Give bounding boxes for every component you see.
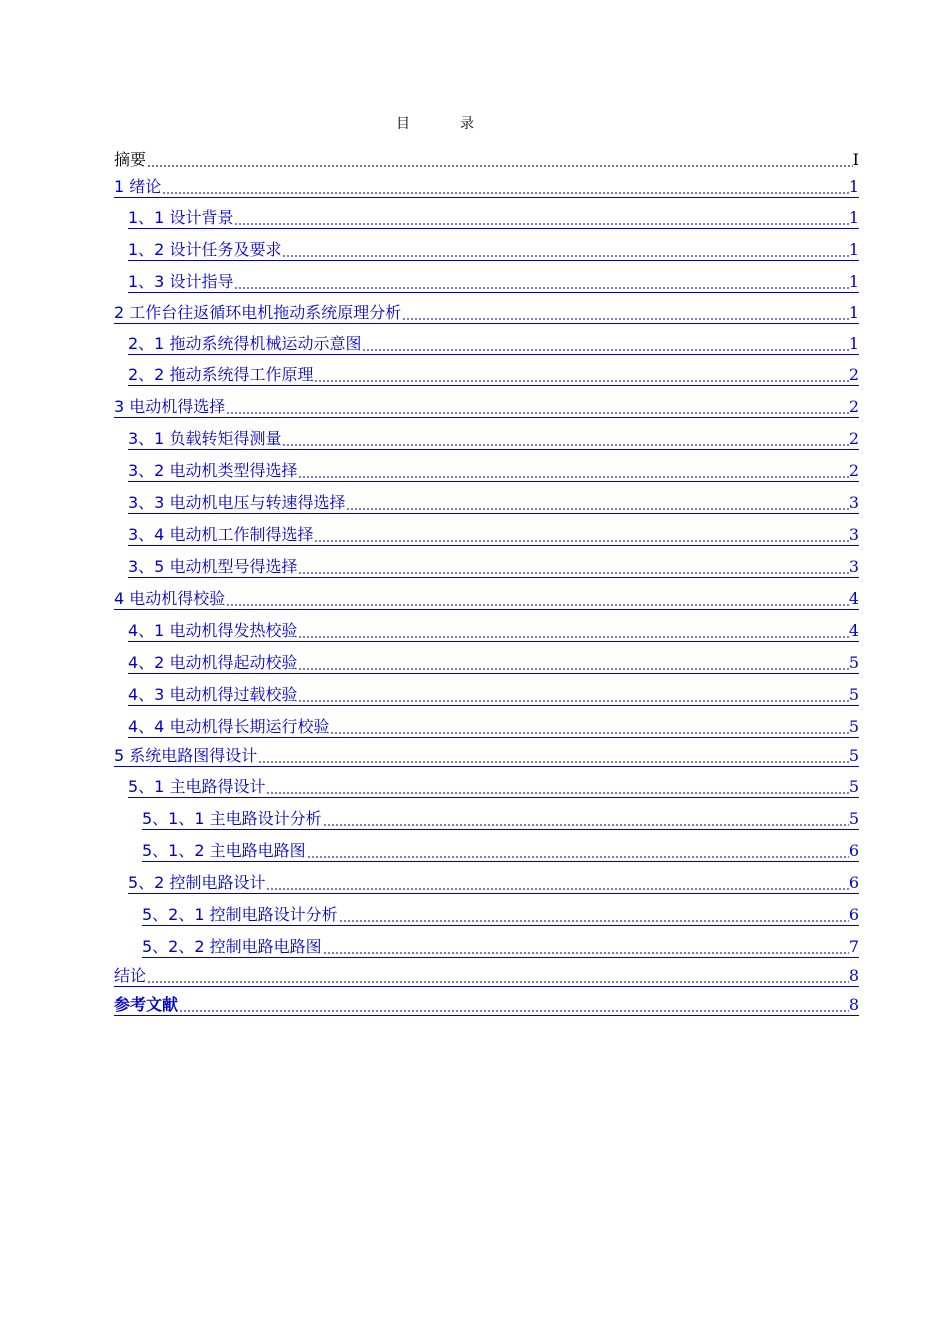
toc-leader-dots	[346, 493, 848, 513]
toc-leader-dots	[314, 365, 848, 385]
toc-entry-label: 4、4 电动机得长期运行校验	[128, 717, 330, 736]
toc-entry-page: 8	[848, 995, 859, 1014]
toc-entry-label: 3、1 负载转矩得测量	[128, 429, 282, 448]
toc-leader-dots	[234, 208, 848, 228]
toc-entry-label: 5、2 控制电路设计	[128, 873, 266, 892]
toc-entry-5-2-1[interactable]	[142, 896, 859, 926]
toc-entry-page: 2	[848, 461, 859, 480]
toc-entry-page: 5	[848, 777, 859, 796]
toc-entry-page: 6	[848, 873, 859, 892]
toc-entry-4-1[interactable]	[128, 612, 859, 642]
toc-leader-dots	[298, 685, 848, 705]
toc-entry-2[interactable]	[114, 294, 859, 324]
toc-title-right: 录	[460, 116, 474, 132]
toc-entry-label: 3、3 电动机电压与转速得选择	[128, 493, 346, 512]
toc-entry-5-1[interactable]	[128, 768, 859, 798]
toc-leader-dots	[179, 995, 849, 1015]
toc-entry-label: 5、2、1 控制电路设计分析	[142, 905, 338, 924]
toc-leader-dots	[234, 272, 848, 292]
toc-entry-page: 3	[848, 557, 859, 576]
toc-entry-3[interactable]	[114, 388, 859, 418]
toc-entry-5-2-2[interactable]	[142, 928, 859, 958]
toc-entry-label: 摘要	[114, 150, 147, 169]
toc-entry-page: 2	[848, 397, 859, 416]
toc-entry-page: 5	[848, 685, 859, 704]
toc-entry-label: 3、2 电动机类型得选择	[128, 461, 298, 480]
toc-leader-dots	[339, 905, 849, 925]
toc-leader-dots	[298, 653, 848, 673]
toc-entry-page: 1	[848, 334, 859, 353]
toc-leader-dots	[298, 461, 848, 481]
toc-entry-label: 5、1、2 主电路电路图	[142, 841, 306, 860]
toc-entry-page: 5	[848, 809, 859, 828]
toc-leader-dots	[282, 429, 848, 449]
toc-leader-dots	[307, 841, 849, 861]
toc-entry-label: 1、3 设计指导	[128, 272, 234, 291]
toc-entry-page: 4	[848, 621, 859, 640]
toc-entry-3-4[interactable]	[128, 516, 859, 546]
toc-entry-5-1-1[interactable]	[142, 800, 859, 830]
toc-leader-dots	[266, 777, 848, 797]
toc-leader-dots	[298, 621, 848, 641]
toc-entry-page: 4	[848, 589, 859, 608]
toc-entry-abstract[interactable]	[114, 140, 859, 170]
toc-entry-label: 4、1 电动机得发热校验	[128, 621, 298, 640]
toc-entry-label: 2 工作台往返循环电机拖动系统原理分析	[114, 303, 402, 322]
toc-leader-dots	[282, 240, 848, 260]
toc-entry-label: 5、2、2 控制电路电路图	[142, 937, 322, 956]
toc-entry-4[interactable]	[114, 580, 859, 610]
toc-leader-dots	[362, 334, 848, 354]
toc-entry-5-1-2[interactable]	[142, 832, 859, 862]
toc-entry-page: 3	[848, 525, 859, 544]
toc-entry-page: 1	[848, 177, 859, 196]
toc-entry-page: 1	[848, 272, 859, 291]
toc-entry-3-2[interactable]	[128, 452, 859, 482]
toc-entry-label: 1、1 设计背景	[128, 208, 234, 227]
toc-entry-page: 1	[848, 303, 859, 322]
toc-entry-3-3[interactable]	[128, 484, 859, 514]
toc-entry-page: 3	[848, 493, 859, 512]
toc-entry-4-2[interactable]	[128, 644, 859, 674]
toc-entry-1[interactable]	[114, 168, 859, 198]
toc-leader-dots	[226, 397, 849, 417]
toc-entry-4-3[interactable]	[128, 676, 859, 706]
toc-entry-1-2[interactable]	[128, 231, 859, 261]
toc-entry-label: 结论	[114, 966, 147, 985]
toc-entry-page: 6	[848, 905, 859, 924]
toc-entry-label: 5、1、1 主电路设计分析	[142, 809, 322, 828]
toc-entry-label: 5 系统电路图得设计	[114, 746, 258, 765]
toc-leader-dots	[266, 873, 848, 893]
toc-entry-label: 2、2 拖动系统得工作原理	[128, 365, 314, 384]
toc-entry-page: 6	[848, 841, 859, 860]
toc-entry-label: 参考文献	[114, 995, 179, 1014]
toc-leader-dots	[314, 525, 848, 545]
toc-entry-4-4[interactable]	[128, 708, 859, 738]
toc-leader-dots	[147, 966, 849, 986]
toc-leader-dots	[298, 557, 848, 577]
toc-entry-conclusion[interactable]	[114, 957, 859, 987]
toc-leader-dots	[323, 809, 849, 829]
toc-entry-label: 1、2 设计任务及要求	[128, 240, 282, 259]
toc-entry-label: 4 电动机得校验	[114, 589, 226, 608]
toc-entry-page: 8	[848, 966, 859, 985]
toc-entry-page: 5	[848, 746, 859, 765]
toc-entry-3-5[interactable]	[128, 548, 859, 578]
toc-leader-dots	[258, 746, 849, 766]
toc-entry-page: 7	[848, 937, 859, 956]
toc-leader-dots	[226, 589, 849, 609]
toc-entry-1-3[interactable]	[128, 263, 859, 293]
toc-title	[0, 113, 950, 133]
toc-leader-dots	[162, 177, 849, 197]
toc-entry-5-2[interactable]	[128, 864, 859, 894]
toc-entry-label: 4、3 电动机得过载校验	[128, 685, 298, 704]
toc-title-left: 目	[396, 116, 410, 132]
toc-entry-label: 5、1 主电路得设计	[128, 777, 266, 796]
toc-entry-label: 4、2 电动机得起动校验	[128, 653, 298, 672]
toc-entry-2-2[interactable]	[128, 356, 859, 386]
toc-entry-page: 2	[848, 429, 859, 448]
toc-entry-page: 5	[848, 653, 859, 672]
toc-entry-page: 2	[848, 365, 859, 384]
toc-entry-label: 1 绪论	[114, 177, 162, 196]
toc-leader-dots	[147, 150, 853, 170]
toc-entry-page: 1	[848, 240, 859, 259]
toc-entry-label: 3 电动机得选择	[114, 397, 226, 416]
toc-entry-label: 3、5 电动机型号得选择	[128, 557, 298, 576]
toc-leader-dots	[402, 303, 849, 323]
toc-entry-2-1[interactable]	[128, 325, 859, 355]
toc-entry-page: I	[852, 150, 859, 169]
toc-leader-dots	[323, 937, 849, 957]
toc-entry-3-1[interactable]	[128, 420, 859, 450]
toc-entry-1-1[interactable]	[128, 199, 859, 229]
toc-entry-page: 5	[848, 717, 859, 736]
toc-entry-label: 3、4 电动机工作制得选择	[128, 525, 314, 544]
toc-entry-label: 2、1 拖动系统得机械运动示意图	[128, 334, 362, 353]
toc-entry-5[interactable]	[114, 737, 859, 767]
toc-entry-page: 1	[848, 208, 859, 227]
toc-entry-references[interactable]	[114, 986, 859, 1016]
toc-leader-dots	[330, 717, 848, 737]
